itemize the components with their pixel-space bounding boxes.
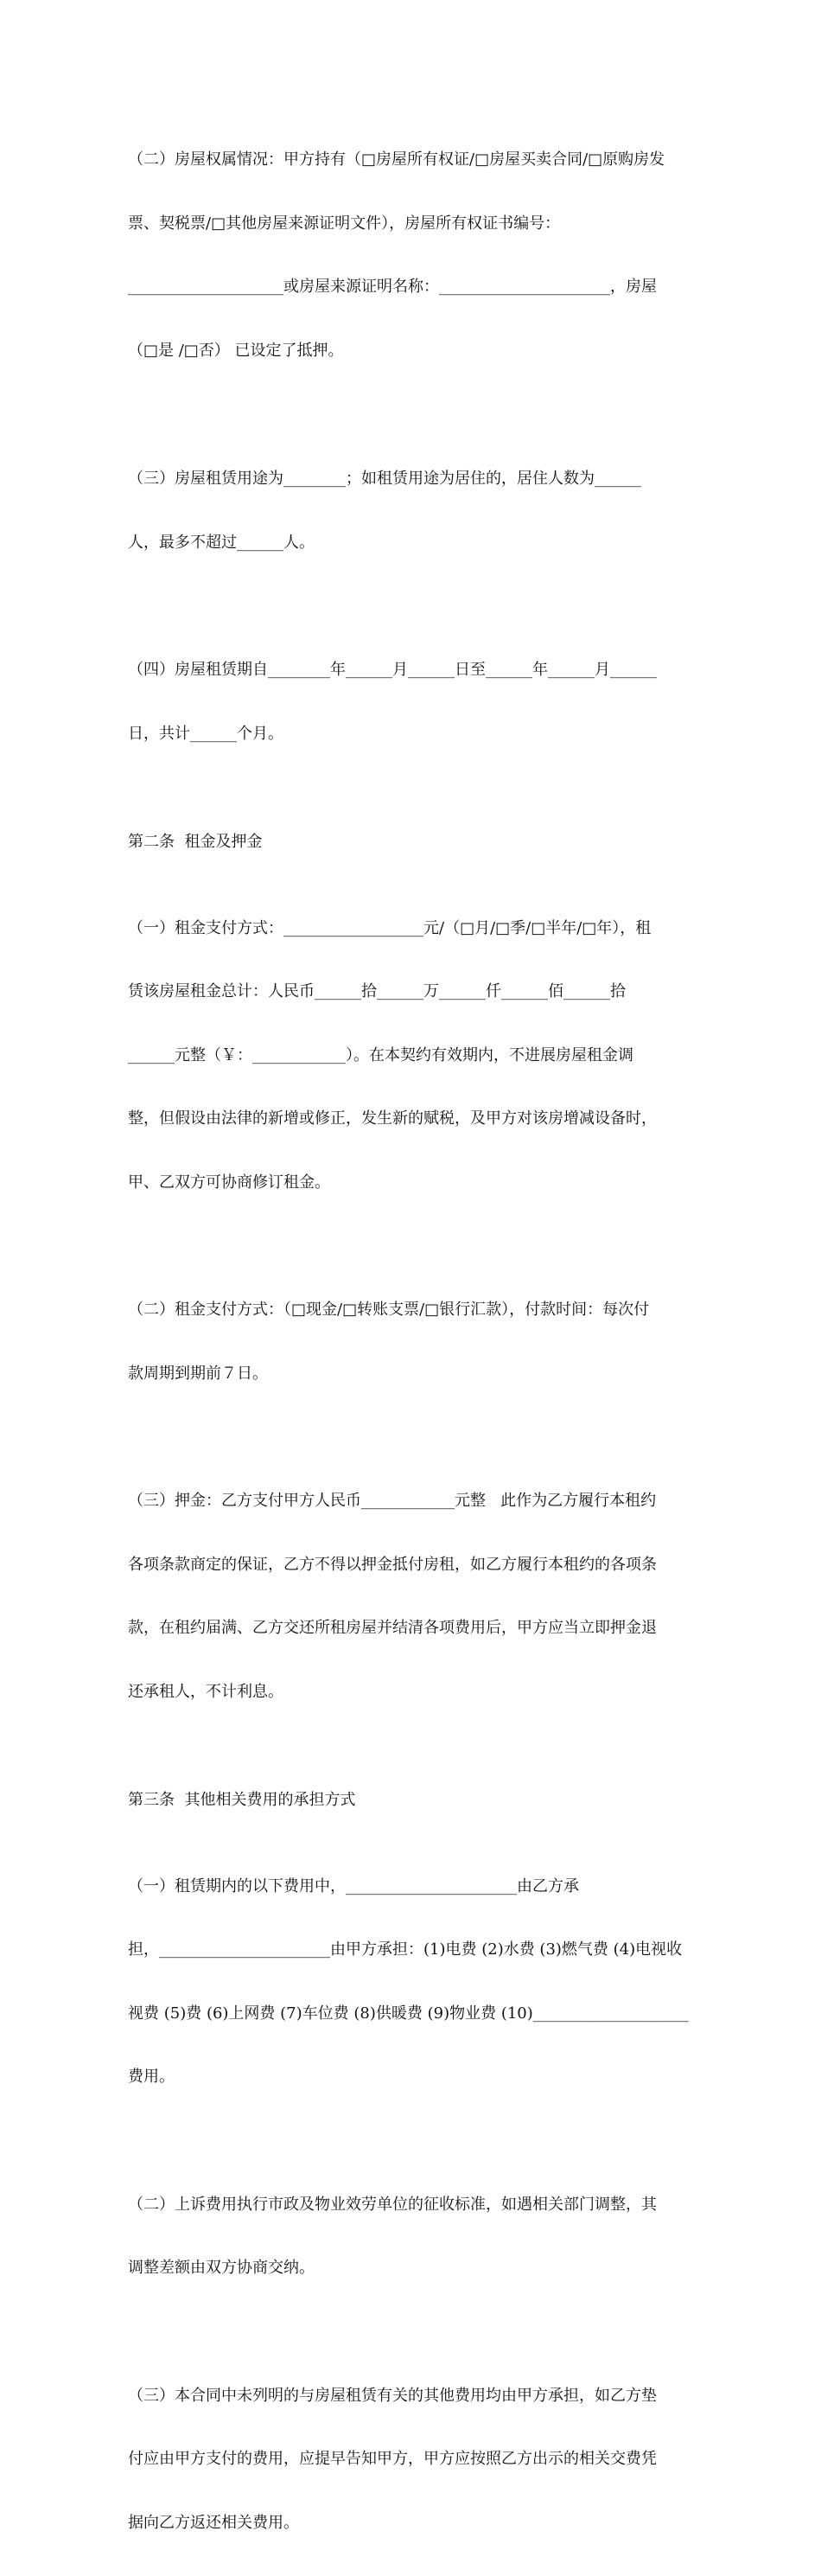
text-line: （二）上诉费用执行市政及物业效劳单位的征收标准，如遇相关部门调整，其 bbox=[128, 2195, 693, 2216]
text-line: ______元整（￥：____________）。在本契约有效期内，不进展房屋租金调 bbox=[128, 1045, 693, 1067]
text-line: ____________________或房屋来源证明名称：______________________，房屋 bbox=[128, 277, 693, 298]
article-three-heading: 第三条 其他相关费用的承担方式 bbox=[128, 1790, 693, 1812]
clause-deposit bbox=[128, 1448, 693, 1745]
text-line: 费用。 bbox=[128, 2067, 693, 2088]
clause-other-fees bbox=[128, 2343, 693, 2576]
text-line: 人，最多不超过______人。 bbox=[128, 533, 693, 554]
clause-property-ownership bbox=[128, 107, 693, 404]
text-line: （三）本合同中未列明的与房屋租赁有关的其他费用均由甲方承担，如乙方垫 bbox=[128, 2386, 693, 2407]
text-line: （一）租赁期内的以下费用中，______________________由乙方承 bbox=[128, 1876, 693, 1898]
text-line: 视费 (5)费 (6)上网费 (7)车位费 (8)供暖费 (9)物业费 (10)____________________ bbox=[128, 2004, 693, 2025]
clause-payment-method bbox=[128, 1257, 693, 1427]
text-line: 还承租人，不计利息。 bbox=[128, 1682, 693, 1703]
text-line: 整，但假设由法律的新增或修正，发生新的赋税，及甲方对该房增减设备时， bbox=[128, 1109, 693, 1130]
text-line: （四）房屋租赁期自________年______月______日至______年______月______ bbox=[128, 660, 693, 681]
text-line: 票、契税票/□其他房屋来源证明文件），房屋所有权证书编号： bbox=[128, 214, 693, 235]
text-line: （二）租金支付方式：（□现金/□转账支票/□银行汇款），付款时间：每次付 bbox=[128, 1300, 693, 1321]
text-line: （二）房屋权属情况：甲方持有（□房屋所有权证/□房屋买卖合同/□原购房发 bbox=[128, 150, 693, 171]
clause-rent-amount bbox=[128, 876, 693, 1237]
text-line: 日，共计______个月。 bbox=[128, 724, 693, 745]
text-line: 据向乙方返还相关费用。 bbox=[128, 2513, 693, 2534]
text-line: 款周期到期前７日。 bbox=[128, 1364, 693, 1385]
text-line: 担，______________________由甲方承担：(1)电费 (2)水费 (3)燃气费 (4)电视收 bbox=[128, 1940, 693, 1961]
clause-fee-allocation bbox=[128, 1834, 693, 2131]
text-line: 赁该房屋租金总计：人民币______拾______万______仟______佰______拾 bbox=[128, 981, 693, 1003]
text-line: （一）租金支付方式：__________________元/（□月/□季/□半年/□年），租 bbox=[128, 918, 693, 940]
clause-fee-standard bbox=[128, 2152, 693, 2322]
article-two-heading: 第二条 租金及押金 bbox=[128, 832, 693, 853]
text-line: 调整差额由双方协商交纳。 bbox=[128, 2258, 693, 2279]
contract-page bbox=[0, 0, 821, 1162]
clause-lease-purpose bbox=[128, 426, 693, 596]
text-line: 甲、乙双方可协商修订租金。 bbox=[128, 1173, 693, 1194]
text-line: 各项条款商定的保证，乙方不得以押金抵付房租，如乙方履行本租约的各项条 bbox=[128, 1555, 693, 1576]
text-line: （三）押金：乙方支付甲方人民币____________元整 此作为乙方履行本租约 bbox=[128, 1491, 693, 1512]
text-line: （三）房屋租赁用途为________；如租赁用途为居住的，居住人数为______ bbox=[128, 469, 693, 490]
clause-lease-term bbox=[128, 617, 693, 787]
text-line: 款，在租约届满、乙方交还所租房屋并结清各项费用后，甲方应当立即押金退 bbox=[128, 1618, 693, 1640]
text-line: （□是 /□否） 已设定了抵押。 bbox=[128, 341, 693, 362]
text-line: 付应由甲方支付的费用，应提早告知甲方，甲方应按照乙方出示的相关交费凭 bbox=[128, 2449, 693, 2471]
